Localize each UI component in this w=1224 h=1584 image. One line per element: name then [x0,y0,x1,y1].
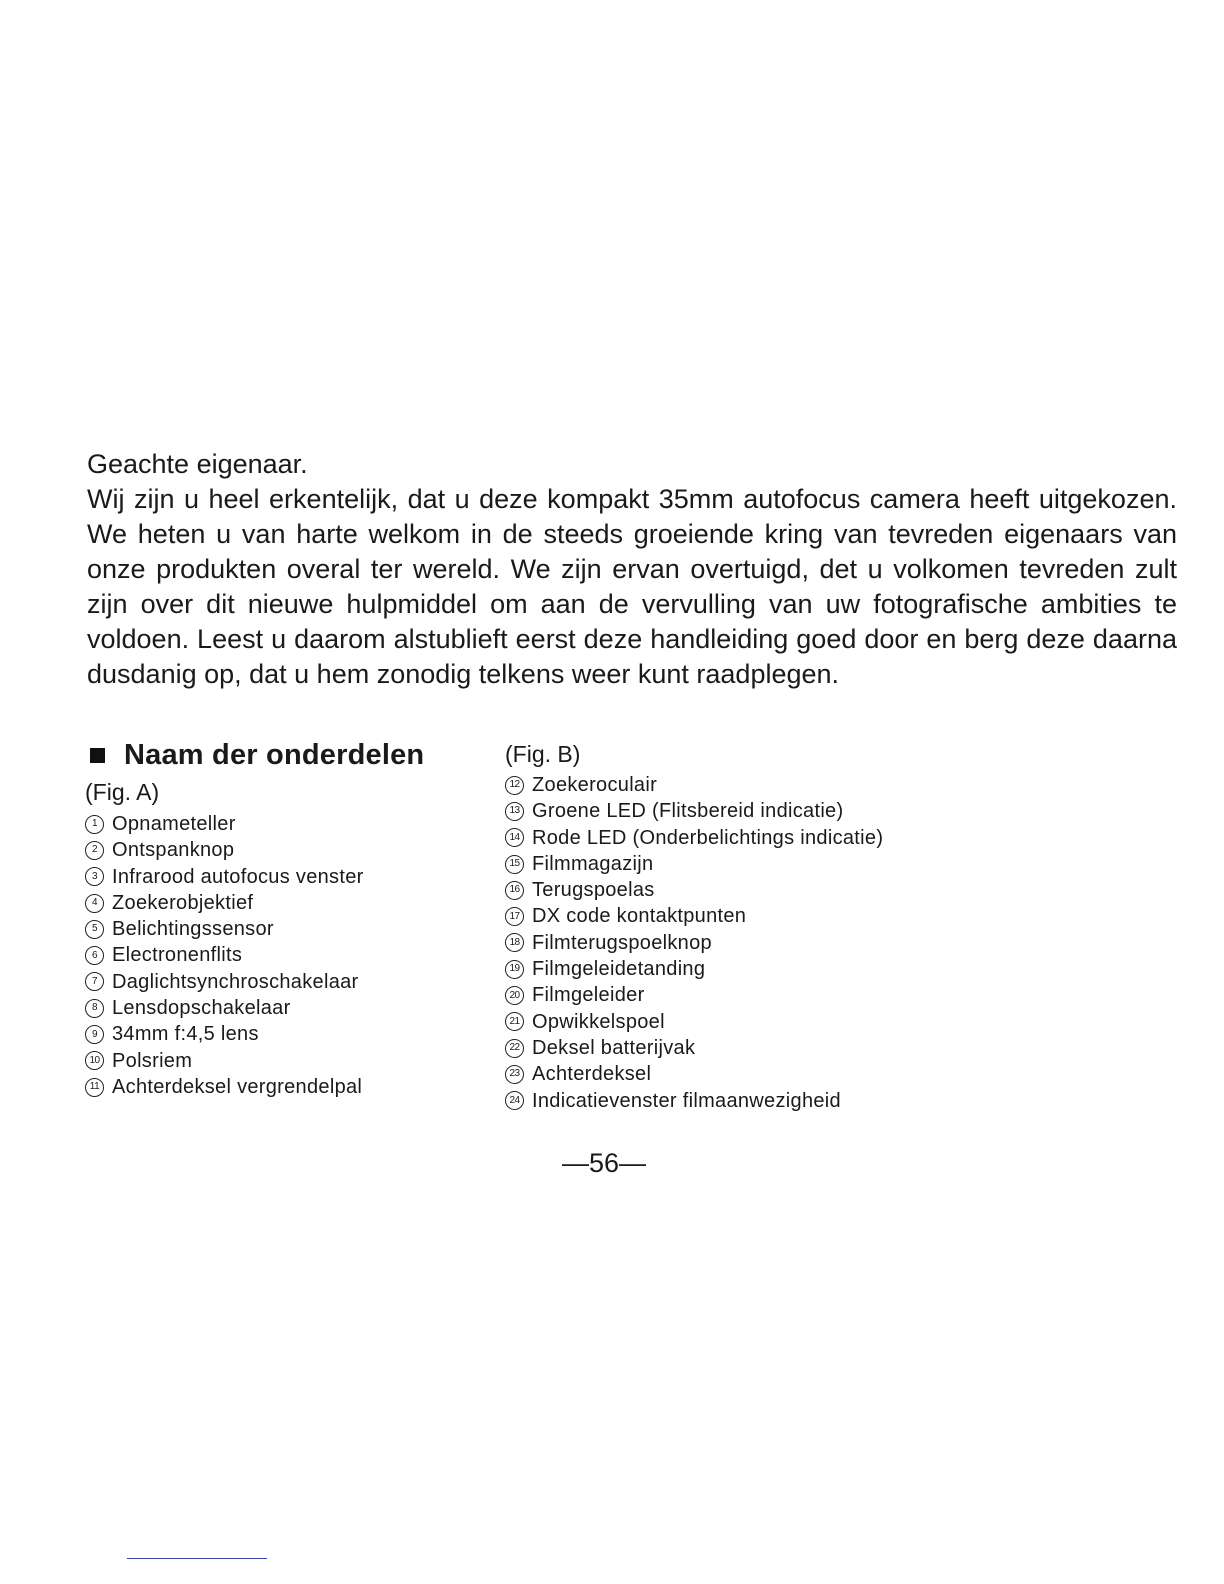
list-item [505,772,883,798]
item-number-badge: 6 [85,946,104,965]
list-item [85,1048,364,1074]
list-item [505,798,883,824]
item-number-badge: 24 [505,1091,524,1110]
item-number-badge: 4 [85,894,104,913]
item-number-badge: 23 [505,1065,524,1084]
item-number-badge: 7 [85,972,104,991]
item-label: Deksel batterijvak [532,1036,696,1059]
item-label: Filmmagazijn [532,852,654,875]
item-number-badge: 5 [85,920,104,939]
item-label: Daglichtsynchroschakelaar [112,970,359,993]
list-item [85,1021,364,1047]
list-item [505,903,883,929]
square-bullet-icon [90,748,105,763]
list-item [85,969,364,995]
fig-a-parts-list [85,777,364,1100]
list-item [505,1088,883,1114]
item-label: DX code kontaktpunten [532,905,747,928]
item-number-badge: 16 [505,881,524,900]
list-item [85,916,364,942]
list-item [505,1009,883,1035]
section-heading [90,739,424,772]
item-label: Terugspoelas [532,879,655,902]
list-item [85,1074,364,1100]
list-item [505,825,883,851]
fig-b-parts-list [505,739,883,1114]
item-label: Achterdeksel vergrendelpal [112,1075,363,1098]
list-item [85,995,364,1021]
item-label: Achterdeksel [532,1063,652,1086]
item-number-badge: 12 [505,776,524,795]
fig-b-label: (Fig. B) [505,741,581,767]
item-label: Opwikkelspoel [532,1010,665,1033]
fig-a-label: (Fig. A) [85,779,160,805]
item-label: 34mm f:4,5 lens [112,1023,259,1046]
item-number-badge: 8 [85,999,104,1018]
list-item [85,837,364,863]
footnote-rule [127,1558,267,1559]
item-label: Zoekerobjektief [112,891,254,914]
item-number-badge: 13 [505,802,524,821]
item-number-badge: 9 [85,1025,104,1044]
item-label: Opnameteller [112,813,236,835]
item-label: Zoekeroculair [532,774,658,796]
item-number-badge: 17 [505,907,524,926]
fig-b-items [505,772,883,1114]
item-label: Filmgeleider [532,984,645,1007]
list-item [505,851,883,877]
list-item [505,930,883,956]
list-item [85,890,364,916]
item-label: Polsriem [112,1049,193,1072]
item-label: Filmgeleidetanding [532,958,706,981]
list-item [505,1035,883,1061]
item-label: Indicatievenster filmaanwezigheid [532,1089,841,1112]
section-heading-text: Naam der onderdelen [124,739,425,771]
item-number-badge: 18 [505,933,524,952]
item-label: Ontspanknop [112,839,235,862]
item-label: Infrarood autofocus venster [112,865,364,888]
item-number-badge: 1 [85,815,104,834]
item-label: Belichtingssensor [112,918,274,941]
item-number-badge: 3 [85,867,104,886]
item-number-badge: 19 [505,960,524,979]
item-number-badge: 20 [505,986,524,1005]
list-item [85,942,364,968]
list-item [505,956,883,982]
page-number: —56— [562,1148,647,1178]
greeting: Geachte eigenaar. [87,449,308,479]
item-number-badge: 22 [505,1039,524,1058]
item-label: Rode LED (Onderbelichtings indicatie) [532,826,884,849]
item-number-badge: 10 [85,1051,104,1070]
list-item [505,877,883,903]
item-label: Electronenflits [112,944,243,967]
item-label: Filmterugspoelknop [532,931,712,954]
item-label: Lensdopschakelaar [112,997,291,1020]
fig-a-items [85,811,364,1100]
item-number-badge: 11 [85,1078,104,1097]
item-number-badge: 21 [505,1012,524,1031]
list-item [85,864,364,890]
item-number-badge: 2 [85,841,104,860]
intro-paragraph: Wij zijn u heel erkentelijk, dat u deze kompakt 35mm autofocus camera heeft uitgekozen. We heten u van harte welkom in de steeds groeiende kring van tevreden eigenaars van onze produkten overal ter wereld. We zijn ervan overtuigd, det u volkomen tevreden zult zijn over dit nieuwe hulpmiddel om aan de vervulling van uw fotografische ambities te voldoen. Leest u daarom alstublieft eerst deze handleiding goed door en berg deze daarna dusdanig op, dat u hem zonodig telkens weer kunt raadplegen. [87,484,1177,689]
item-number-badge: 14 [505,828,524,847]
list-item [505,1061,883,1087]
item-number-badge: 15 [505,855,524,874]
item-label: Groene LED (Flitsbereid indicatie) [532,800,844,823]
list-item [505,982,883,1008]
list-item [85,811,364,837]
